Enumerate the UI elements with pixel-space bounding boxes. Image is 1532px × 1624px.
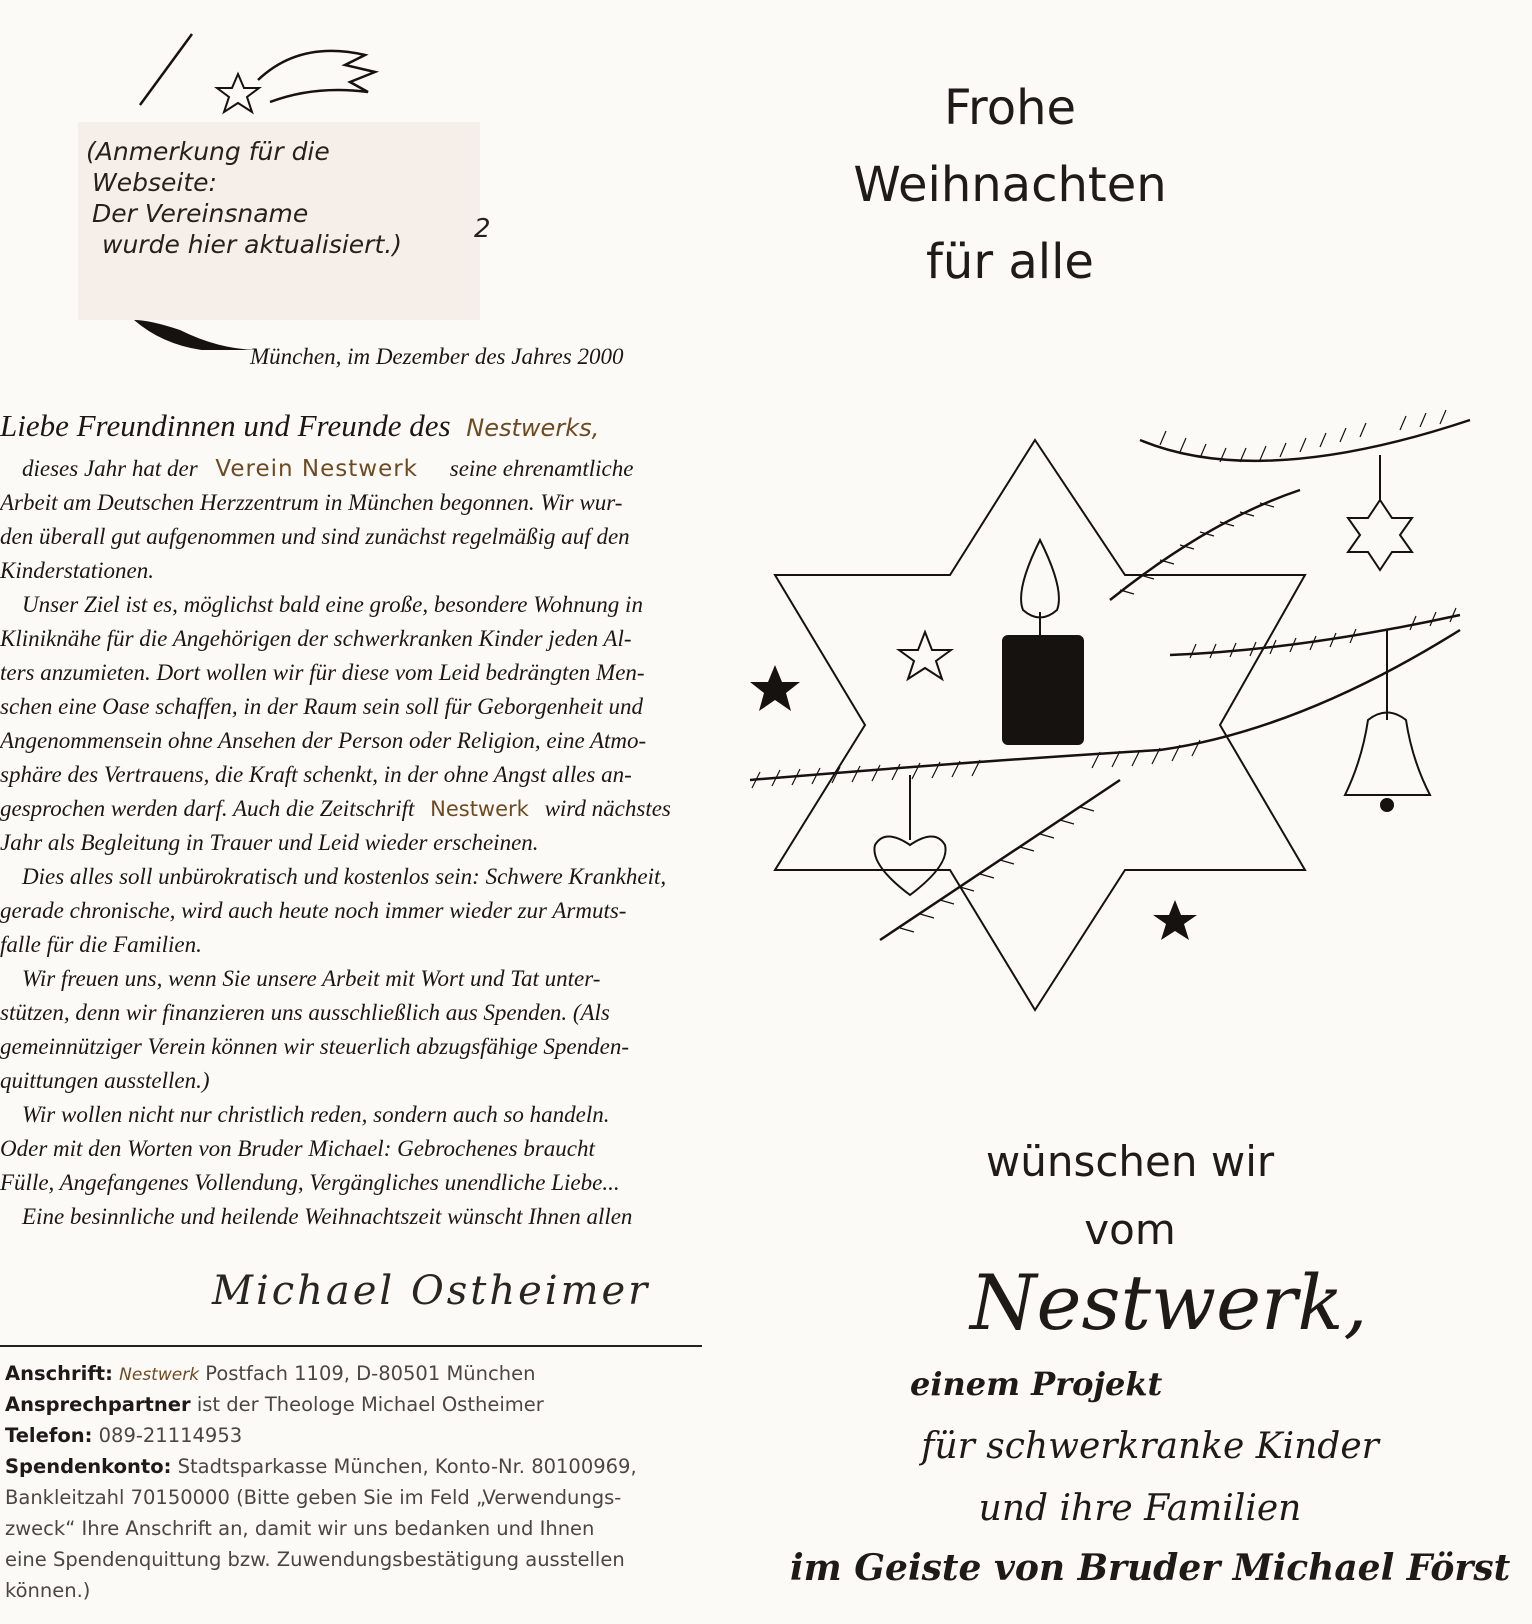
- account-line: Spendenkonto: Stadtsparkasse München, Konto-Nr. 80100969,: [5, 1455, 637, 1478]
- divider: [0, 1345, 702, 1347]
- letter-line: Angenommensein ohne Ansehen der Person oder Religion, eine Atmo-: [0, 728, 647, 753]
- magazine-name: Nestwerk: [430, 797, 529, 821]
- letter-line: Fülle, Angefangenes Vollendung, Vergängliches unendliche Liebe...: [0, 1170, 620, 1195]
- letter-line: falle für die Familien.: [0, 932, 202, 957]
- signature: Michael Ostheimer: [212, 1268, 651, 1314]
- greeting-line-7: einem Projekt: [910, 1365, 1163, 1403]
- nestwerk-handwritten: Nestwerk,: [970, 1258, 1368, 1347]
- note-line: Webseite:: [92, 168, 217, 197]
- letter-line: ters anzumieten. Dort wollen wir für diese vom Leid bedrängten Men-: [0, 660, 645, 685]
- letter-line: gerade chronische, wird auch heute noch immer wieder zur Armuts-: [0, 898, 627, 923]
- account-detail-line: zweck“ Ihre Anschrift an, damit wir uns bedanken und Ihnen: [5, 1517, 595, 1540]
- greeting-line-1: Frohe: [943, 80, 1077, 136]
- letter-line: schen eine Oase schaffen, in der Raum sein soll für Geborgenheit und: [0, 694, 644, 719]
- salutation-text: Liebe Freundinnen und Freunde des: [0, 408, 451, 443]
- greeting-line-5: vom: [1084, 1205, 1176, 1254]
- salutation-name: Nestwerks,: [466, 414, 600, 442]
- phone-line: Telefon: 089-21114953: [5, 1424, 243, 1447]
- letter-line: Wir freuen uns, wenn Sie unsere Arbeit mit Wort und Tat unter-: [22, 966, 601, 991]
- note-line: (Anmerkung für die: [86, 137, 330, 166]
- letter-line: Unser Ziel ist es, möglichst bald eine große, besondere Wohnung in: [22, 592, 643, 617]
- greeting-line-8: für schwerkranke Kinder: [921, 1426, 1379, 1467]
- letter-line: dieses Jahr hat der Verein Nestwerk seine ehrenamtliche: [22, 456, 634, 482]
- letter-line: den überall gut aufgenommen und sind zunächst regelmäßig auf den: [0, 524, 630, 549]
- letter-body: [0, 452, 700, 1234]
- contact-block: [5, 1358, 705, 1606]
- salutation: [0, 408, 599, 444]
- website-note: [78, 122, 480, 320]
- association-name: Verein Nestwerk: [215, 456, 418, 482]
- letter-line: Dies alles soll unbürokratisch und kostenlos sein: Schwere Krankheit,: [22, 864, 667, 889]
- note-mark: 2: [474, 214, 491, 244]
- greeting-line-9: und ihre Familien: [978, 1488, 1302, 1529]
- account-detail-line: eine Spendenquittung bzw. Zuwendungsbestätigung ausstellen: [5, 1548, 625, 1571]
- letter-line: Jahr als Begleitung in Trauer und Leid wieder erscheinen.: [0, 830, 539, 855]
- letter-line: Wir wollen nicht nur christlich reden, sondern auch so handeln.: [22, 1102, 610, 1127]
- christmas-star-candle-illustration: [740, 400, 1520, 1040]
- dateline: München, im Dezember des Jahres 2000: [250, 344, 624, 369]
- letter-line: Kinderstationen.: [0, 558, 154, 583]
- address-name: Nestwerk: [119, 1365, 200, 1385]
- address-line: Anschrift: Nestwerk Postfach 1109, D-80501 München: [5, 1362, 536, 1385]
- contact-person-line: Ansprechpartner ist der Theologe Michael Ostheimer: [5, 1393, 544, 1416]
- letter-line: Oder mit den Worten von Bruder Michael: Gebrochenes braucht: [0, 1136, 595, 1161]
- account-detail-line: Bankleitzahl 70150000 (Bitte geben Sie im Feld „Verwendungs-: [5, 1486, 622, 1509]
- greeting-line-3: für alle: [926, 234, 1094, 290]
- greeting-line-2: Weihnachten: [853, 157, 1167, 213]
- account-detail-line: können.): [5, 1579, 91, 1602]
- greeting-line-10: im Geiste von Bruder Michael Först: [790, 1547, 1511, 1589]
- letter-line: Kliniknähe für die Angehörigen der schwerkranken Kinder jeden Al-: [0, 626, 632, 651]
- letter-line: gemeinnütziger Verein können wir steuerlich abzugsfähige Spenden-: [0, 1034, 629, 1059]
- letter-line: Eine besinnliche und heilende Weihnachtszeit wünscht Ihnen allen: [22, 1204, 633, 1229]
- letter-line: stützen, denn wir finanzieren uns ausschließlich aus Spenden. (Als: [0, 1000, 610, 1025]
- letter-line: sphäre des Vertrauens, die Kraft schenkt, in der ohne Angst alles an-: [0, 762, 632, 787]
- note-line: Der Vereinsname: [92, 199, 309, 228]
- greeting-line-4: wünschen wir: [985, 1137, 1275, 1186]
- letter-line: quittungen ausstellen.): [0, 1068, 210, 1093]
- letter-line: gesprochen werden darf. Auch die Zeitschrift Nestwerk wird nächstes: [0, 796, 671, 821]
- note-line: wurde hier aktualisiert.): [102, 230, 402, 259]
- letter-line: Arbeit am Deutschen Herzzentrum in München begonnen. Wir wur-: [0, 490, 623, 515]
